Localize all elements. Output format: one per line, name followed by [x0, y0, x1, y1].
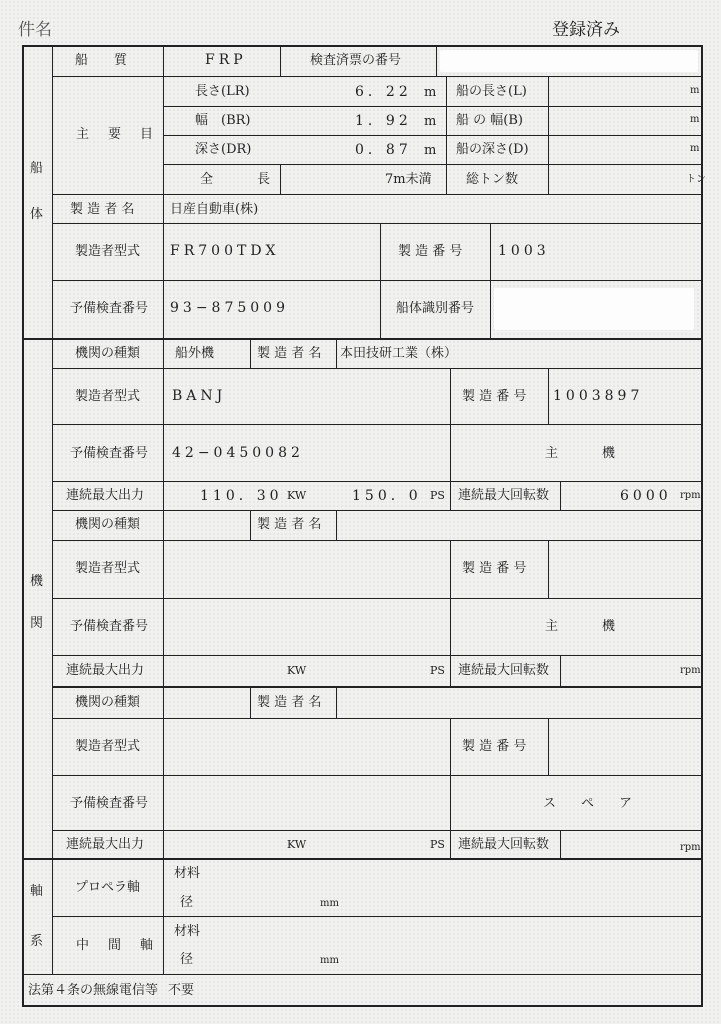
propeller-diameter-unit: mm: [320, 898, 339, 909]
e1-ps-value: 150．0: [352, 488, 422, 504]
e1-rpm-unit: rpm: [680, 490, 701, 501]
l-label: 船の長さ(L): [456, 84, 527, 99]
e3-output-label: 連続最大出力: [66, 837, 145, 852]
e2-role: 主 機: [545, 619, 622, 634]
propeller-material-label: 材料: [174, 866, 201, 881]
section-shaft-2: 系: [30, 934, 44, 949]
e1-kw-unit: KW: [287, 489, 307, 502]
e2-maker-label: 製 造 者 名: [257, 517, 322, 532]
br-value: 1．92: [355, 113, 412, 129]
propeller-shaft-label: プロペラ軸: [75, 880, 141, 895]
maker-value: 日産自動車(株): [170, 202, 259, 217]
hull-inspection-label: 検査済票の番号: [310, 53, 402, 68]
e1-rpm-label: 連続最大回転数: [458, 488, 550, 503]
intermediate-shaft-label: 中 間 軸: [76, 938, 157, 953]
e2-serial-label: 製 造 番 号: [462, 561, 527, 576]
e3-ps-unit: PS: [430, 838, 445, 851]
e2-kw-unit: KW: [287, 664, 307, 677]
e1-model-value: BANJ: [172, 388, 227, 404]
e1-ps-unit: PS: [430, 489, 445, 502]
serial-value: 1003: [498, 243, 550, 259]
overall-value: 7m未満: [385, 172, 432, 187]
section-engine-2: 関: [30, 616, 44, 631]
e3-serial-label: 製 造 番 号: [462, 739, 527, 754]
e1-rpm-value: 6000: [620, 488, 672, 504]
propeller-diameter-label: 径: [180, 895, 194, 910]
e3-maker-label: 製 造 者 名: [257, 695, 322, 710]
header-status: 登録済み: [552, 20, 620, 40]
redacted-inspection: [440, 50, 698, 72]
intermediate-material-label: 材料: [174, 924, 201, 939]
intermediate-diameter-unit: mm: [320, 955, 339, 966]
section-engine-1: 機: [30, 574, 44, 589]
e2-model-label: 製造者型式: [75, 561, 141, 576]
radio-value: 不要: [168, 983, 195, 998]
e2-type-label: 機関の種類: [75, 517, 141, 532]
e1-serial-value: 1003897: [553, 388, 644, 404]
e1-model-label: 製造者型式: [75, 389, 141, 404]
e1-role: 主 機: [545, 446, 622, 461]
e3-role: ス ペ ア: [543, 796, 639, 811]
dr-unit: m: [424, 143, 437, 158]
e1-maker-value: 本田技研工業（株）: [340, 346, 458, 361]
e2-prelim-label: 予備検査番号: [70, 619, 149, 634]
e2-output-label: 連続最大出力: [66, 663, 145, 678]
e1-prelim-value: 42−0450082: [172, 445, 304, 461]
e3-kw-unit: KW: [287, 838, 307, 851]
model-value: FR700TDX: [170, 243, 280, 259]
dr-value: 0．87: [355, 142, 412, 158]
lr-value: 6．22: [355, 84, 412, 100]
hull-material-value: FRP: [205, 52, 247, 68]
e1-serial-label: 製 造 番 号: [462, 389, 527, 404]
e3-rpm-label: 連続最大回転数: [458, 837, 550, 852]
e1-maker-label: 製 造 者 名: [257, 346, 322, 361]
section-shaft-1: 軸: [30, 884, 44, 899]
overall-label: 全 長: [200, 172, 277, 187]
header-title: 件名: [18, 20, 52, 40]
model-label: 製造者型式: [75, 244, 141, 259]
e1-type-value: 船外機: [175, 346, 215, 361]
hull-material-label: 船 質: [75, 53, 128, 68]
intermediate-diameter-label: 径: [180, 952, 194, 967]
hull-id-label: 船体識別番号: [396, 301, 475, 316]
br-label: 幅 (BR): [195, 113, 251, 128]
redacted-hull-id: [494, 288, 694, 330]
e3-model-label: 製造者型式: [75, 739, 141, 754]
e2-ps-unit: PS: [430, 664, 445, 677]
l-unit: m: [690, 85, 700, 96]
main-dims-label: 主 要 目: [76, 127, 157, 142]
e1-prelim-label: 予備検査番号: [70, 446, 149, 461]
e1-type-label: 機関の種類: [75, 346, 141, 361]
e1-kw-value: 110．30: [200, 488, 283, 504]
b-label: 船 の 幅(B): [456, 113, 523, 128]
radio-label: 法第４条の無線電信等: [28, 983, 159, 998]
e2-rpm-unit: rpm: [680, 665, 701, 676]
section-hull-1: 船: [30, 161, 44, 176]
br-unit: m: [424, 114, 437, 129]
maker-label: 製 造 者 名: [70, 202, 135, 217]
d-unit: m: [690, 143, 700, 154]
e3-rpm-unit: rpm: [680, 842, 701, 853]
serial-label: 製 造 番 号: [398, 244, 463, 259]
section-hull-2: 体: [30, 207, 44, 222]
d-label: 船の深さ(D): [456, 142, 529, 157]
b-unit: m: [690, 114, 700, 125]
e3-type-label: 機関の種類: [75, 695, 141, 710]
tonnage-label: 総トン数: [466, 172, 519, 187]
e1-output-label: 連続最大出力: [66, 488, 145, 503]
e3-prelim-label: 予備検査番号: [70, 796, 149, 811]
prelim-label: 予備検査番号: [70, 301, 149, 316]
lr-unit: m: [424, 85, 437, 100]
prelim-value: 93−875009: [170, 300, 289, 316]
e2-rpm-label: 連続最大回転数: [458, 663, 550, 678]
lr-label: 長さ(LR): [195, 84, 250, 99]
dr-label: 深さ(DR): [195, 142, 252, 157]
tonnage-unit: トン: [686, 174, 706, 185]
